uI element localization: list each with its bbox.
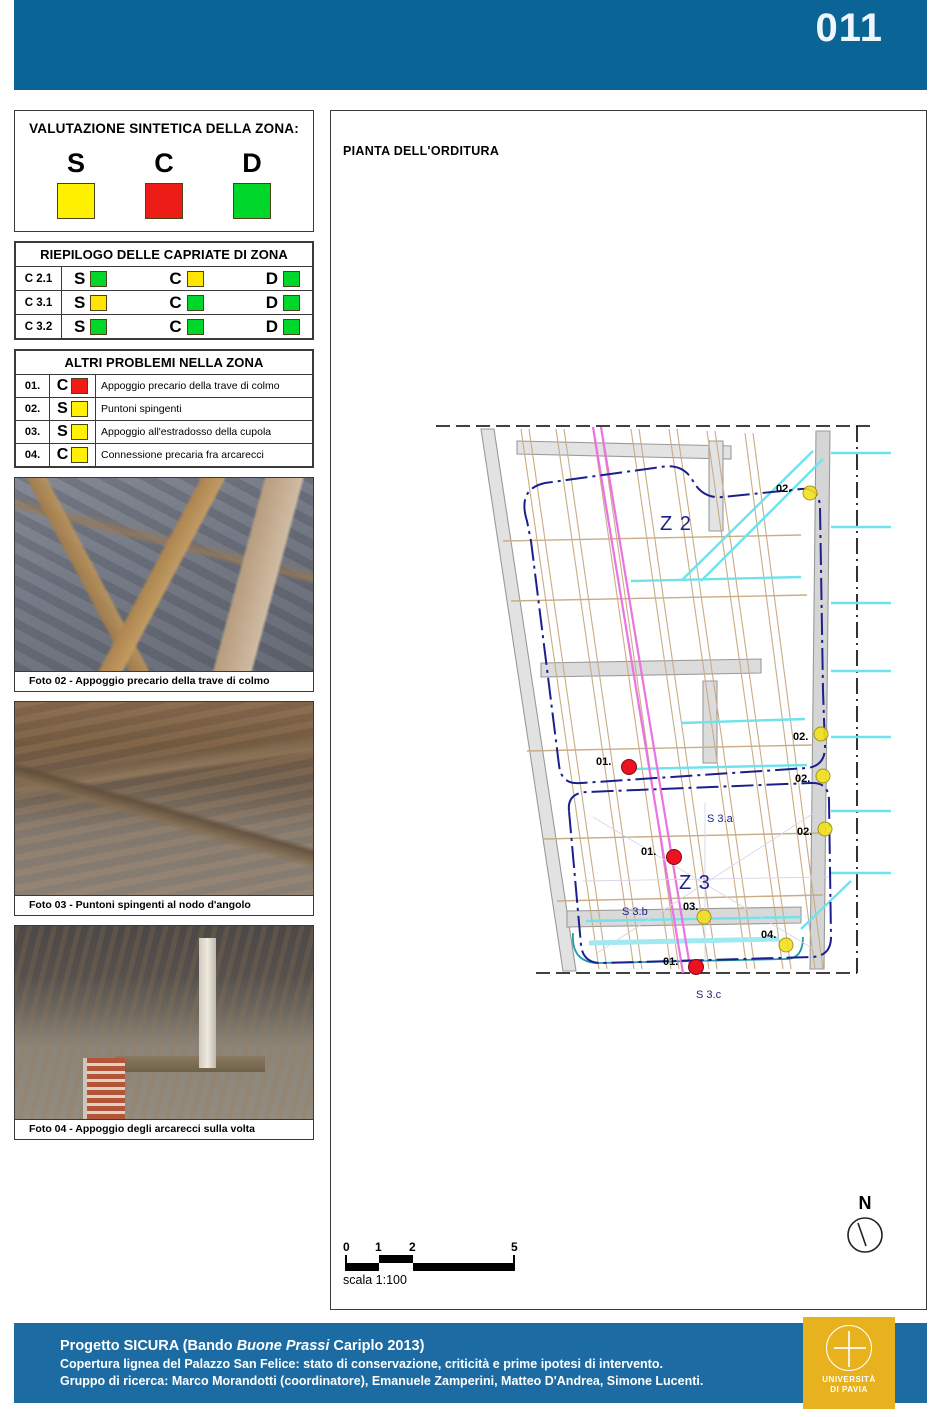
footer-line1-emphasis: Buone Prassi	[236, 1338, 330, 1354]
assessment-item-d	[229, 150, 275, 219]
truss-ratings	[62, 267, 313, 291]
marker-label-01: 01.	[641, 846, 657, 858]
photo-block	[14, 701, 314, 916]
assessment-item-s	[53, 150, 99, 219]
scale-seg-0-1	[345, 1263, 379, 1271]
photo-image-foto04	[14, 925, 314, 1120]
scale-end-right	[513, 1255, 515, 1271]
rating-s	[74, 270, 107, 287]
scale-bar-graphic	[343, 1255, 533, 1271]
university-name-line2: DI PAVIA	[830, 1385, 868, 1394]
table-header-row	[16, 243, 313, 267]
sheet-number: 011	[815, 6, 883, 50]
photo-image-foto02	[14, 477, 314, 672]
table-row	[16, 267, 313, 291]
assessment-letter-d: D	[242, 148, 262, 178]
assessment-swatch-d	[233, 183, 271, 219]
north-letter: N	[858, 1193, 872, 1213]
rating-letter-d: D	[265, 317, 278, 336]
north-arrow-icon	[843, 1212, 887, 1256]
zone-assessment-panel	[14, 110, 314, 232]
problem-number: 02.	[16, 398, 50, 421]
footer-bar	[14, 1323, 927, 1403]
problem-severity	[50, 421, 96, 444]
plan-walls	[481, 429, 830, 971]
table-row	[16, 291, 313, 315]
zone-assessment-title: VALUTAZIONE SINTETICA DELLA ZONA:	[29, 121, 299, 136]
scale-tick-2: 2	[409, 1240, 416, 1254]
photo-block	[14, 477, 314, 692]
drawing-title: PIANTA DELL'ORDITURA	[343, 144, 500, 158]
roof-plan-drawing	[331, 111, 927, 1310]
table-row	[16, 421, 313, 444]
rating-swatch-c	[187, 295, 204, 311]
scale-tick-5: 5	[511, 1240, 518, 1254]
photo-beam-detail	[115, 1056, 265, 1072]
zone-label-z2: Z 2	[660, 513, 692, 535]
rating-swatch-s	[90, 319, 107, 335]
rating-swatch-s	[90, 271, 107, 287]
scale-seg-2-5	[413, 1263, 515, 1271]
trusses-summary-panel	[14, 241, 314, 340]
rating-c	[169, 318, 203, 335]
marker-label-02: 02.	[793, 731, 809, 743]
university-name-line1: UNIVERSITÀ	[822, 1375, 876, 1384]
footer-text	[60, 1336, 703, 1391]
trusses-summary-title: RIEPILOGO DELLE CAPRIATE DI ZONA	[16, 243, 313, 267]
scale-seg-1-2	[379, 1255, 413, 1263]
photo-caption: Foto 03 - Puntoni spingenti al nodo d'angolo	[14, 896, 314, 916]
rating-d	[266, 294, 300, 311]
rating-s	[74, 294, 107, 311]
marker-dot-02	[816, 769, 830, 783]
rating-swatch-d	[283, 271, 300, 287]
problem-letter: S	[57, 400, 68, 417]
rating-swatch-c	[187, 271, 204, 287]
photo-brick-pier-detail	[83, 1058, 125, 1120]
span-label-s3b: S 3.b	[622, 906, 648, 918]
truss-ratings	[62, 315, 313, 339]
plan-rafters	[521, 429, 823, 969]
left-column	[14, 110, 314, 1149]
other-problems-table	[15, 350, 313, 467]
footer-team-line: Gruppo di ricerca: Marco Morandotti (coordinatore), Emanuele Zamperini, Matteo D'Andrea, Simone Lucenti.	[60, 1374, 704, 1389]
table-row	[16, 444, 313, 467]
rating-d	[266, 318, 300, 335]
marker-dot-01	[689, 960, 704, 975]
problem-number: 01.	[16, 375, 50, 398]
trusses-summary-table	[15, 242, 313, 339]
assessment-swatch-c	[145, 183, 183, 219]
truss-id: C 3.2	[16, 315, 62, 339]
problem-description: Appoggio precario della trave di colmo	[96, 375, 313, 398]
problem-letter: C	[56, 377, 69, 394]
problem-number: 04.	[16, 444, 50, 467]
problem-severity	[50, 398, 96, 421]
rating-swatch-d	[283, 319, 300, 335]
problem-swatch	[71, 424, 88, 440]
problem-description: Puntoni spingenti	[96, 398, 313, 421]
scale-tick-labels	[343, 1240, 533, 1255]
span-label-s3c: S 3.c	[696, 989, 722, 1001]
problem-swatch	[71, 401, 88, 417]
rating-swatch-c	[187, 319, 204, 335]
photo-caption: Foto 04 - Appoggio degli arcarecci sulla volta	[14, 1120, 314, 1140]
photo-column-detail	[199, 938, 216, 1068]
rating-swatch-d	[283, 295, 300, 311]
scale-bar	[343, 1240, 533, 1287]
rating-letter-s: S	[74, 269, 86, 288]
marker-dot-03	[697, 910, 711, 924]
marker-dot-01	[667, 850, 682, 865]
drawing-panel	[330, 110, 927, 1310]
rating-letter-d: D	[265, 293, 278, 312]
scale-tick-0: 0	[343, 1240, 350, 1254]
zone-assessment-row	[21, 150, 307, 219]
photo-caption: Foto 02 - Appoggio precario della trave di colmo	[14, 672, 314, 692]
marker-label-04: 04.	[761, 929, 777, 941]
marker-label-01: 01.	[663, 956, 679, 968]
assessment-letter-s: S	[66, 148, 85, 178]
rating-letter-c: C	[169, 269, 182, 288]
footer-subject-line: Copertura lignea del Palazzo San Felice: stato di conservazione, criticità e prime ipotesi di intervento.	[60, 1357, 663, 1371]
marker-dot-02	[818, 822, 832, 836]
table-row	[16, 315, 313, 339]
problem-severity	[50, 444, 96, 467]
photo-image-foto03	[14, 701, 314, 896]
problem-description: Connessione precaria fra arcarecci	[96, 444, 313, 467]
scale-label: scala 1:100	[343, 1273, 407, 1287]
footer-project-line	[60, 1336, 703, 1356]
rating-swatch-s	[90, 295, 107, 311]
marker-group-01	[622, 760, 637, 775]
marker-label-02: 02.	[776, 483, 792, 495]
scale-tick-1: 1	[375, 1240, 382, 1254]
marker-dot-02	[803, 486, 817, 500]
truss-ratings	[62, 291, 313, 315]
truss-id: C 2.1	[16, 267, 62, 291]
university-logo	[803, 1317, 895, 1409]
rating-c	[169, 270, 203, 287]
marker-label-02: 02.	[797, 826, 813, 838]
rating-d	[266, 270, 300, 287]
rating-letter-c: C	[169, 293, 182, 312]
marker-label-03: 03.	[683, 901, 699, 913]
rating-letter-c: C	[169, 317, 182, 336]
footer-line1-post: Cariplo 2013)	[329, 1338, 425, 1354]
problem-severity	[50, 375, 96, 398]
problem-swatch	[71, 378, 88, 394]
rating-s	[74, 318, 107, 335]
photo-block	[14, 925, 314, 1140]
marker-label-01: 01.	[596, 756, 612, 768]
truss-id: C 3.1	[16, 291, 62, 315]
table-row	[16, 398, 313, 421]
header-bar	[14, 0, 927, 90]
problem-number: 03.	[16, 421, 50, 444]
assessment-item-c	[141, 150, 187, 219]
assessment-swatch-s	[57, 183, 95, 219]
scale-end-left	[345, 1255, 347, 1271]
marker-dot-04	[779, 938, 793, 952]
marker-dot-01	[622, 760, 637, 775]
rating-letter-d: D	[265, 269, 278, 288]
university-seal-icon	[826, 1325, 872, 1371]
footer-line1-pre: Progetto SICURA (Bando	[60, 1338, 237, 1354]
rating-c	[169, 294, 203, 311]
other-problems-title: ALTRI PROBLEMI NELLA ZONA	[16, 351, 313, 375]
problem-description: Appoggio all'estradosso della cupola	[96, 421, 313, 444]
marker-label-02: 02.	[795, 773, 811, 785]
other-problems-panel	[14, 349, 314, 468]
table-row	[16, 375, 313, 398]
north-arrow	[842, 1194, 888, 1261]
problem-letter: S	[57, 423, 68, 440]
table-header-row	[16, 351, 313, 375]
assessment-letter-c: C	[154, 148, 174, 178]
zone-label-z3: Z 3	[679, 872, 711, 894]
rating-letter-s: S	[74, 317, 86, 336]
rating-letter-s: S	[74, 293, 86, 312]
problem-letter: C	[56, 446, 69, 463]
span-label-s3a: S 3.a	[707, 813, 733, 825]
marker-dot-02	[814, 727, 828, 741]
problem-swatch	[71, 447, 88, 463]
